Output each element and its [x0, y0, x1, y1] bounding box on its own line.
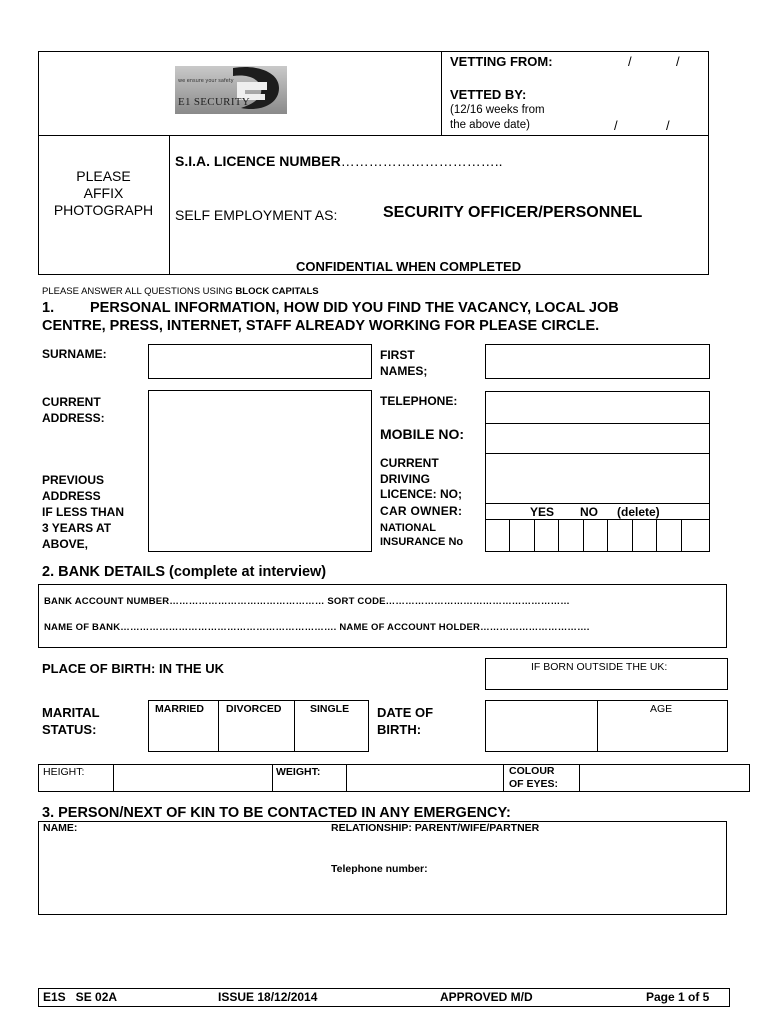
sia-label-text: S.I.A. LICENCE NUMBER [175, 153, 341, 169]
surname-field[interactable] [148, 344, 372, 379]
section1-title-text1: PERSONAL INFORMATION, HOW DID YOU FIND THE VACANCY, LOCAL JOB [90, 300, 619, 316]
instructions [42, 286, 319, 297]
eye-colour-field[interactable] [580, 765, 749, 791]
surname-label: SURNAME: [42, 347, 107, 361]
date-of-birth-label [377, 704, 433, 738]
bank-details-box[interactable] [38, 584, 727, 648]
married-option[interactable]: MARRIED [155, 703, 204, 715]
vetting-from-slash-1: / [628, 54, 632, 69]
dob-line2: BIRTH: [377, 722, 422, 737]
logo-tagline: we ensure your safety [178, 78, 234, 84]
section1-title-line2: CENTRE, PRESS, INTERNET, STAFF ALREADY WORKING FOR PLEASE CIRCLE. [42, 318, 600, 334]
vetted-by-label: VETTED BY: [450, 87, 527, 102]
footer-issue: ISSUE 18/12/2014 [218, 990, 318, 1004]
self-employment-value: SECURITY OFFICER/PERSONNEL [383, 204, 643, 221]
car-owner-delete: (delete) [617, 505, 660, 519]
current-address-line2: ADDRESS: [42, 411, 105, 425]
previous-line5: ABOVE, [42, 537, 89, 551]
car-owner-label: CAR OWNER: [380, 504, 463, 518]
bank-name-line[interactable]: NAME OF BANK…………………………………………………………. NAME OF ACCOUNT HOLDER……………………………. [44, 622, 590, 633]
mobile-label: MOBILE NO: [380, 426, 464, 442]
first-names-label [380, 347, 427, 379]
driving-line2: DRIVING [380, 471, 431, 486]
weeks-note-line1: (12/16 weeks from [450, 104, 545, 116]
first-names-line1: FIRST [380, 348, 415, 362]
footer-approved: APPROVED M/D [440, 990, 533, 1004]
weight-field[interactable] [347, 765, 502, 791]
footer-page: Page 1 of 5 [646, 990, 710, 1004]
first-names-field[interactable] [485, 344, 710, 379]
section1-title [42, 299, 742, 335]
car-owner-no[interactable]: NO [580, 505, 598, 519]
ni-number-cells[interactable] [485, 519, 710, 552]
first-names-line2: NAMES; [380, 364, 428, 378]
address-field[interactable] [148, 390, 372, 552]
ni-line1: NATIONAL [380, 522, 437, 534]
section1-number: 1. [42, 300, 55, 316]
logo-text: E1 SECURITY [178, 96, 251, 108]
mobile-field[interactable] [486, 424, 709, 453]
weight-label: WEIGHT: [276, 766, 321, 778]
confidential-note: CONFIDENTIAL WHEN COMPLETED [296, 259, 522, 274]
outside-uk-label: IF BORN OUTSIDE THE UK: [531, 661, 668, 673]
place-of-birth-label: PLACE OF BIRTH: IN THE UK [42, 661, 224, 676]
instructions-emphasis: BLOCK CAPITALS [235, 286, 319, 297]
sia-licence-label [175, 153, 502, 169]
photo-line-2: AFFIX [83, 185, 124, 201]
previous-line2: ADDRESS [42, 489, 101, 503]
vetting-from-label: VETTING FROM: [450, 54, 553, 69]
vetted-by-slash-1: / [614, 118, 618, 133]
height-label: HEIGHT: [43, 766, 85, 778]
photo-placeholder[interactable] [38, 168, 169, 219]
telephone-field[interactable] [486, 392, 709, 423]
emergency-relationship-label: RELATIONSHIP: PARENT/WIFE/PARTNER [331, 822, 540, 834]
previous-address-label [42, 472, 124, 552]
photo-line-1: PLEASE [76, 168, 131, 184]
footer-bar [38, 988, 730, 1007]
self-employment-label: SELF EMPLOYMENT AS: [175, 207, 338, 223]
section3-title: 3. PERSON/NEXT OF KIN TO BE CONTACTED IN ANY EMERGENCY: [42, 805, 511, 821]
driving-line3: LICENCE: NO; [380, 487, 462, 501]
height-field[interactable] [114, 765, 271, 791]
driving-licence-label [380, 456, 462, 503]
marital-line2: STATUS: [42, 722, 97, 737]
instructions-text: PLEASE ANSWER ALL QUESTIONS USING [42, 286, 236, 297]
previous-line3: IF LESS THAN [42, 505, 125, 519]
driving-line1: CURRENT [380, 456, 439, 470]
section2-title: 2. BANK DETAILS (complete at interview) [42, 564, 327, 580]
ni-line2: INSURANCE No [380, 536, 464, 548]
dob-line1: DATE OF [377, 705, 434, 720]
driving-licence-field[interactable] [486, 454, 709, 502]
eyes-line1: COLOUR [509, 765, 555, 777]
vetting-from-slash-2: / [676, 54, 680, 69]
national-insurance-label [380, 521, 463, 549]
previous-line4: 3 YEARS AT [42, 521, 112, 535]
eye-colour-label [509, 765, 558, 791]
divorced-option[interactable]: DIVORCED [226, 703, 282, 715]
single-option[interactable]: SINGLE [310, 703, 350, 715]
section1-title-line1 [42, 299, 742, 317]
current-address-line1: CURRENT [42, 395, 101, 409]
car-owner-yes[interactable]: YES [530, 505, 555, 519]
eyes-line2: OF EYES: [509, 778, 559, 790]
date-of-birth-field[interactable] [485, 700, 728, 752]
footer-code: E1S SE 02A [43, 990, 118, 1004]
weeks-note-line2: the above date) [450, 119, 530, 131]
previous-line1: PREVIOUS [42, 473, 105, 487]
telephone-label: TELEPHONE: [380, 394, 458, 408]
photo-line-3: PHOTOGRAPH [53, 202, 154, 218]
age-label: AGE [650, 703, 673, 715]
marital-status-label [42, 704, 100, 738]
company-logo [175, 64, 287, 116]
bank-account-line[interactable]: BANK ACCOUNT NUMBER………………………………………… SORT CODE………………………………………………… [44, 596, 570, 607]
sia-dots[interactable]: …………………………….. [340, 153, 503, 169]
marital-line1: MARITAL [42, 705, 100, 720]
vetted-by-slash-2: / [666, 118, 670, 133]
emergency-telephone-label: Telephone number: [331, 863, 428, 875]
current-address-label [42, 394, 105, 426]
emergency-name-label: NAME: [43, 822, 78, 834]
